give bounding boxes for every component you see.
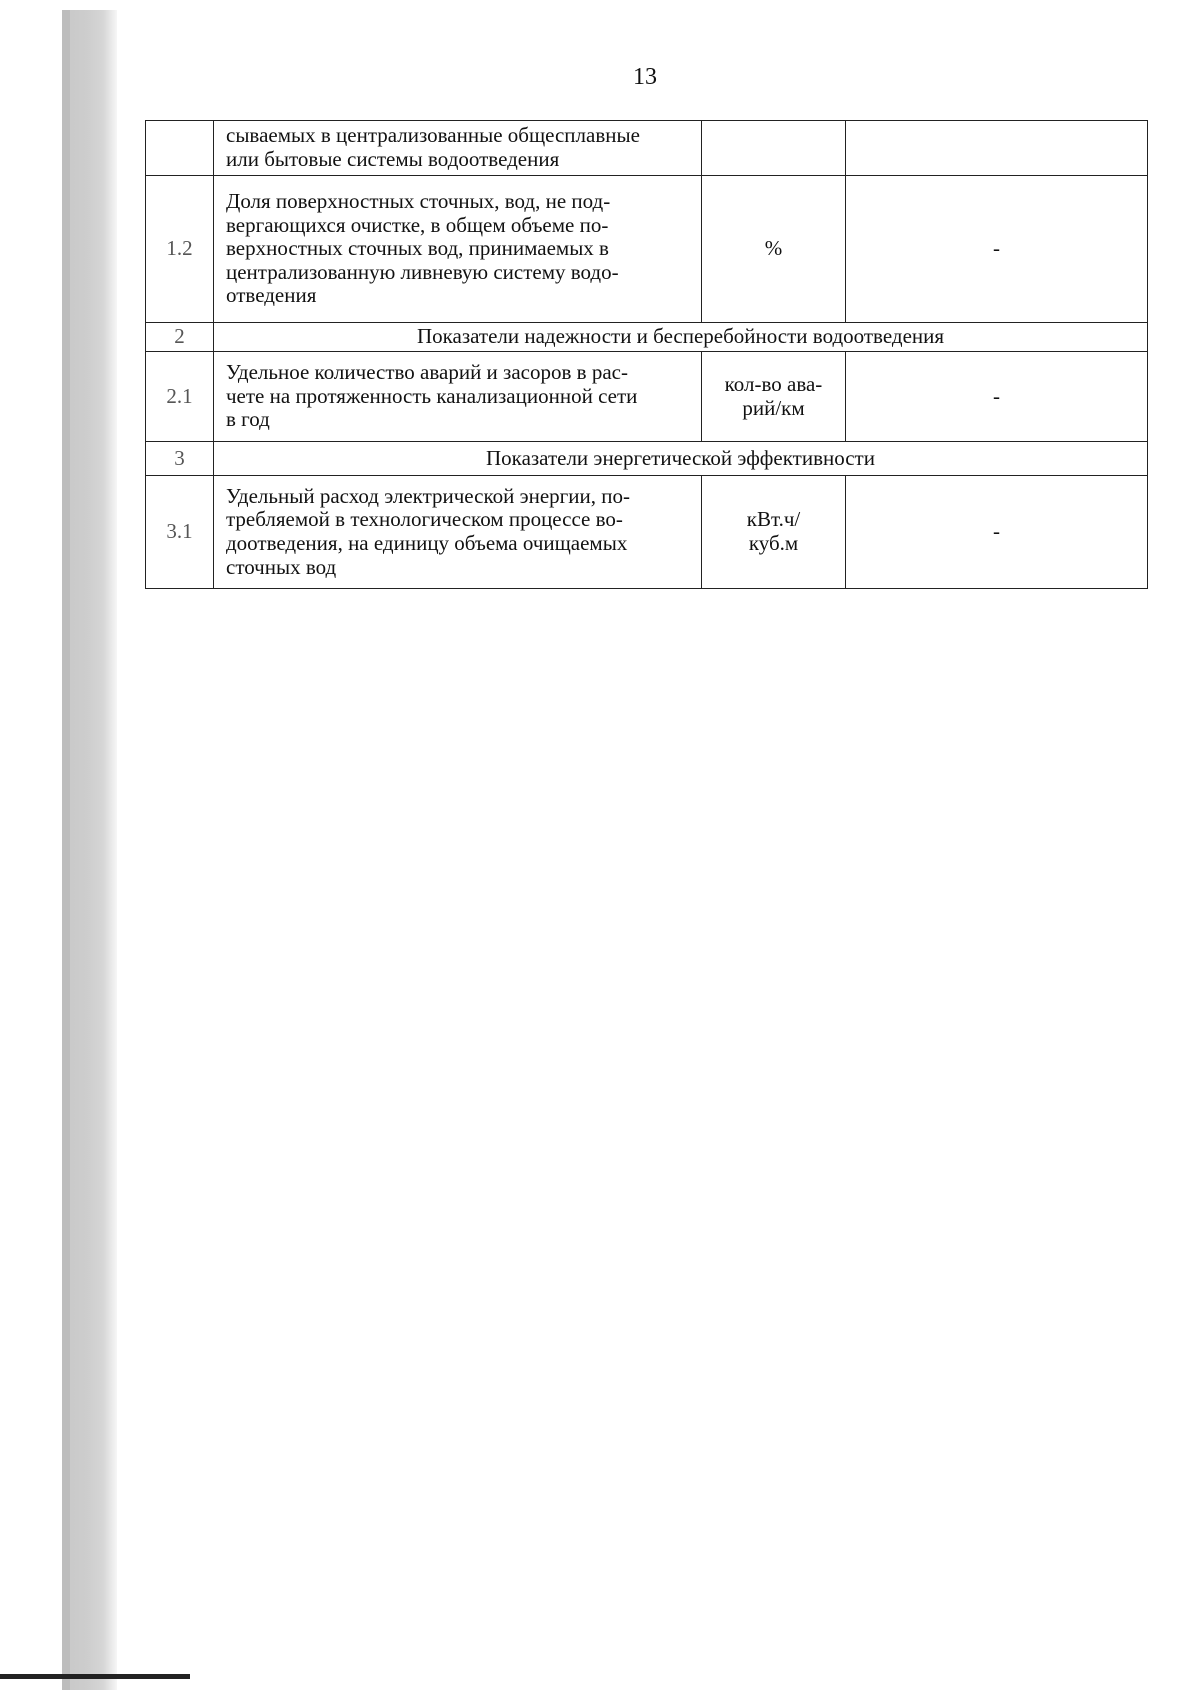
indicator-table [145, 120, 1148, 589]
unit-cell: % [702, 176, 846, 323]
page-number: 13 [633, 64, 657, 90]
indicator-name-line: Удельное количество аварий и засоров в рас- [226, 360, 628, 385]
indicator-name-line: вергающихся очистке, в общем объеме по- [226, 212, 609, 237]
scan-edge [62, 10, 117, 1690]
section-number-cell: 3 [146, 442, 214, 476]
unit-line: куб.м [748, 531, 799, 555]
unit-cell [702, 352, 846, 442]
indicator-name-line: верхностных сточных вод, принимаемых в [226, 236, 609, 261]
indicator-name-line: требляемой в технологическом процессе во- [226, 507, 623, 532]
indicator-name-line: централизованную ливневую систему водо- [226, 259, 619, 284]
indicator-name-cell [214, 476, 702, 589]
unit-line: кол-во ава- [724, 371, 823, 396]
section-row [146, 442, 1148, 476]
indicator-name-line: или бытовые системы водоотведения [226, 147, 560, 171]
indicator-name-line: в год [226, 407, 270, 432]
section-row [146, 323, 1148, 352]
row-number-cell: 2.1 [146, 352, 214, 442]
section-number-cell: 2 [146, 323, 214, 352]
indicator-name-line: отведения [226, 283, 317, 308]
indicator-name-line: сточных вод [226, 554, 337, 579]
table-row [146, 352, 1148, 442]
table-row [146, 176, 1148, 323]
indicator-name-cell [214, 176, 702, 323]
value-cell: - [846, 352, 1148, 442]
value-cell: - [846, 476, 1148, 589]
unit-cell [702, 476, 846, 589]
row-number-cell: 1.2 [146, 176, 214, 323]
table-row [146, 476, 1148, 589]
value-cell [846, 121, 1148, 176]
row-number-cell [146, 121, 214, 176]
indicator-name-cell [214, 121, 702, 176]
scan-mark [0, 1674, 190, 1679]
indicator-name-line: чете на протяженность канализационной сети [226, 383, 638, 408]
unit-cell [702, 121, 846, 176]
row-number-cell: 3.1 [146, 476, 214, 589]
unit-line: рий/км [742, 395, 805, 420]
section-title-cell: Показатели энергетической эффективности [214, 442, 1148, 476]
indicator-name-line: Удельный расход электрической энергии, по- [226, 483, 630, 508]
indicator-name-line: сываемых в централизованные общесплавные [226, 123, 640, 148]
indicator-name-cell [214, 352, 702, 442]
section-title-cell: Показатели надежности и бесперебойности водоотведения [214, 323, 1148, 352]
indicator-name-line: доотведения, на единицу объема очищаемых [226, 531, 628, 555]
value-cell: - [846, 176, 1148, 323]
unit-line: кВт.ч/ [746, 507, 801, 532]
indicator-name-line: Доля поверхностных сточных, вод, не под- [226, 189, 611, 214]
table-row [146, 121, 1148, 176]
